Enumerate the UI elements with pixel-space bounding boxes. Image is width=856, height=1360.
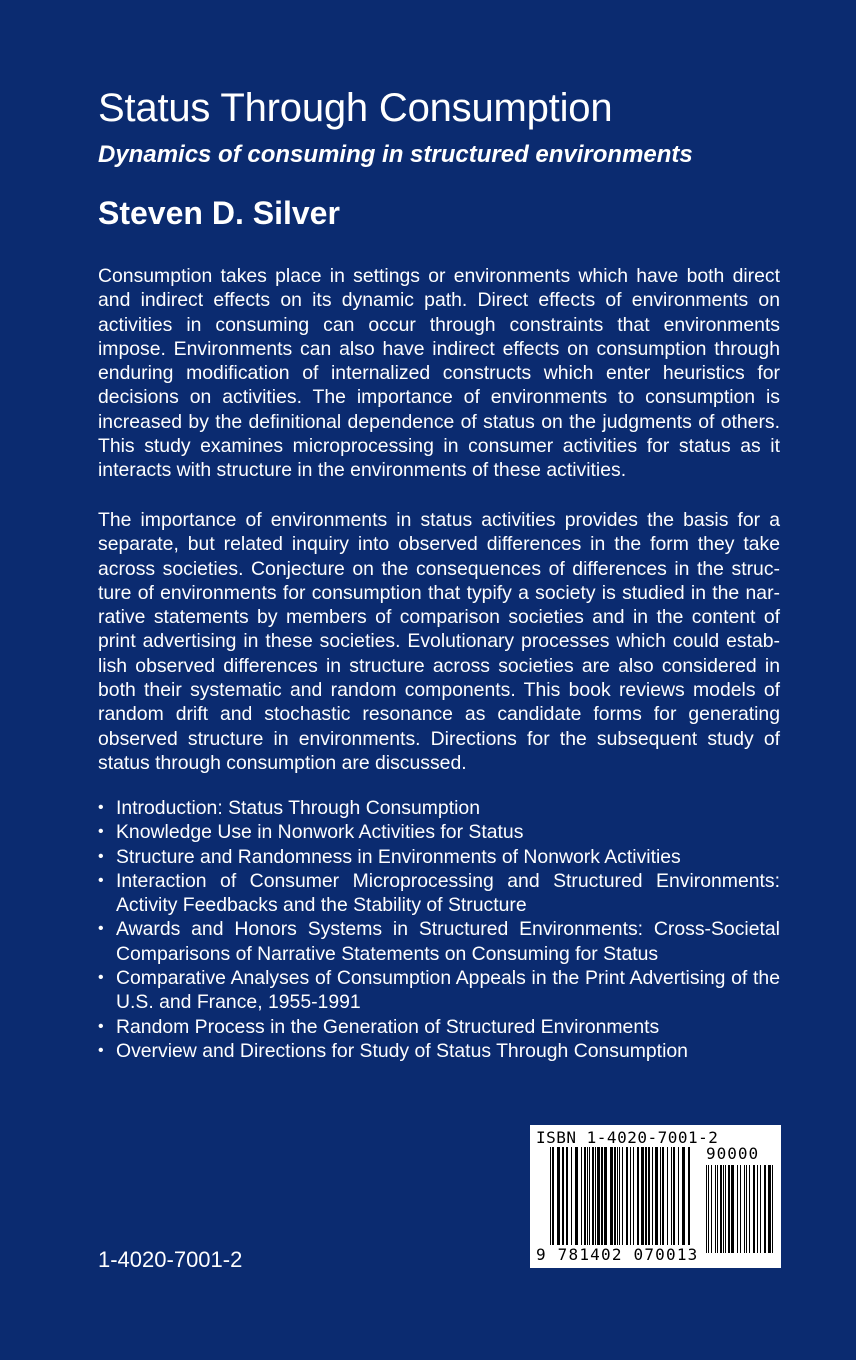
list-item bbox=[98, 1039, 780, 1063]
barcode-bar bbox=[746, 1165, 747, 1253]
barcode-bar bbox=[740, 1165, 741, 1253]
list-item bbox=[98, 820, 780, 844]
barcode-isbn-label: ISBN 1-4020-7001-2 bbox=[536, 1128, 719, 1147]
isbn-footer: 1-4020-7001-2 bbox=[98, 1247, 243, 1272]
barcode-bar bbox=[723, 1165, 724, 1253]
barcode-bar bbox=[667, 1147, 668, 1245]
list-item-text: Knowledge Use in Nonwork Activities for Status bbox=[116, 821, 524, 844]
barcode-bar bbox=[757, 1165, 758, 1253]
list-item bbox=[98, 917, 780, 966]
barcode-bar bbox=[562, 1147, 564, 1245]
barcode-bar bbox=[753, 1165, 755, 1253]
bullet-icon: • bbox=[98, 1041, 104, 1059]
barcode-bar bbox=[614, 1147, 616, 1245]
barcode-bar bbox=[592, 1147, 594, 1245]
barcode-bar bbox=[655, 1147, 658, 1245]
barcode-bar bbox=[597, 1147, 600, 1245]
barcode-bar bbox=[581, 1147, 582, 1245]
barcode-bar bbox=[715, 1165, 716, 1253]
barcode-bar bbox=[725, 1165, 726, 1253]
barcode-bar bbox=[622, 1147, 623, 1245]
barcode-bar bbox=[760, 1165, 761, 1253]
book-title: Status Through Consumption bbox=[98, 86, 613, 130]
barcode-bar bbox=[571, 1147, 572, 1245]
bullet-icon: • bbox=[98, 969, 104, 987]
list-item bbox=[98, 845, 780, 869]
description-paragraph-1: Consumption takes place in settings or environments which have both direct and indirect effects on its dynamic path. Direct effects of environments on activities in consuming can occur through constraints that environments impose. Environments can also have indirect effects on consumption through enduring modification of internalized constructs which enter heuristics for decisions on activities. The importance of environments to consumption is increased by the definitional dependence of status on the judgments of others. This study examines microprocessing in consumer activities for status as it interacts with structure in the environments of these activities. bbox=[98, 265, 780, 482]
barcode-bar bbox=[717, 1165, 718, 1253]
barcode-bar bbox=[595, 1147, 596, 1245]
barcode-bar bbox=[575, 1147, 578, 1245]
barcode-bar bbox=[673, 1147, 675, 1245]
barcode-bar bbox=[688, 1147, 690, 1245]
barcode-bar bbox=[728, 1165, 730, 1253]
list-item bbox=[98, 966, 780, 1015]
list-item-text: Interaction of Consumer Microprocessing and Structured Environments: Activity Feedbacks and the Stability of Structure bbox=[116, 869, 780, 917]
barcode-bar bbox=[645, 1147, 647, 1245]
list-item bbox=[98, 1015, 780, 1039]
barcode-bar bbox=[711, 1165, 712, 1253]
barcode-bar bbox=[744, 1165, 745, 1253]
list-item-text: Structure and Randomness in Environments of Nonwork Activities bbox=[116, 845, 681, 868]
list-item-text: Awards and Honors Systems in Structured Environments: Cross-Societal Comparisons of Narrative Statements on Consuming for Status bbox=[116, 918, 780, 965]
book-author: Steven D. Silver bbox=[98, 195, 340, 231]
bullet-icon: • bbox=[98, 920, 104, 938]
bullet-icon: • bbox=[98, 1017, 104, 1035]
barcode-bar bbox=[552, 1147, 554, 1245]
barcode-bar bbox=[749, 1165, 750, 1253]
barcode-bar bbox=[550, 1147, 551, 1245]
contents-list bbox=[98, 796, 780, 1063]
bullet-icon: • bbox=[98, 847, 104, 865]
barcode-bar bbox=[731, 1165, 734, 1253]
barcode-bar bbox=[619, 1147, 620, 1245]
barcode-bar bbox=[737, 1165, 738, 1253]
barcode-bar bbox=[662, 1147, 664, 1245]
list-item-text: Random Process in the Generation of Structured Environments bbox=[116, 1015, 660, 1038]
barcode-addon-number: 90000 bbox=[706, 1144, 760, 1163]
description-paragraph-2: The importance of environments in status activities provides the basis for a separate, but related inquiry into observed differences in the form they take across societies. Conjecture on the consequences of differences in the structure of environments for consumption that typify a society is studied in the narrative statements by members of comparison societies and in the content of print advertising in these societies. Evolutionary processes which could establish observed differences in structure across societies are also considered in both their systematic and random components. This book reviews models of random drift and stochastic resonance as candidate forms for generating observed structure in environments. Directions for the subsequent study of status through consumption are discussed. bbox=[98, 509, 780, 774]
barcode-bar bbox=[772, 1165, 773, 1253]
barcode-bar bbox=[720, 1165, 722, 1253]
bullet-icon: • bbox=[98, 799, 104, 816]
barcode-bar bbox=[633, 1147, 634, 1245]
barcode-bar bbox=[641, 1147, 644, 1245]
barcode bbox=[530, 1125, 781, 1268]
book-subtitle: Dynamics of consuming in structured environments bbox=[98, 141, 693, 168]
barcode-bar bbox=[566, 1147, 568, 1245]
barcode-bar bbox=[706, 1165, 707, 1253]
barcode-bar bbox=[708, 1165, 709, 1253]
barcode-bar bbox=[768, 1165, 771, 1253]
list-item bbox=[98, 869, 780, 918]
barcode-bar bbox=[764, 1165, 766, 1253]
barcode-bar bbox=[587, 1147, 588, 1245]
barcode-bar bbox=[557, 1147, 560, 1245]
list-item-text: Introduction: Status Through Consumption bbox=[116, 797, 480, 819]
bullet-icon: • bbox=[98, 871, 104, 889]
barcode-bar bbox=[617, 1147, 618, 1245]
barcode-bar bbox=[682, 1147, 685, 1245]
barcode-digits: 9 781402 070013 bbox=[536, 1245, 699, 1264]
barcode-bar bbox=[648, 1147, 650, 1245]
list-item bbox=[98, 796, 780, 820]
list-item-text: Comparative Analyses of Consumption Appeals in the Print Advertising of the U.S. and France, 1955-1991 bbox=[116, 967, 780, 1014]
bullet-icon: • bbox=[98, 823, 104, 841]
barcode-bar bbox=[637, 1147, 639, 1245]
list-item-text: Overview and Directions for Study of Status Through Consumption bbox=[116, 1039, 688, 1062]
barcode-bar bbox=[671, 1147, 672, 1245]
barcode-bar bbox=[604, 1147, 607, 1245]
barcode-bar bbox=[601, 1147, 603, 1245]
barcode-bar bbox=[652, 1147, 653, 1245]
barcode-bar bbox=[584, 1147, 586, 1245]
barcode-bar bbox=[626, 1147, 628, 1245]
barcode-bar bbox=[589, 1147, 590, 1245]
barcode-bar bbox=[660, 1147, 661, 1245]
barcode-bar bbox=[678, 1147, 679, 1245]
barcode-bar bbox=[610, 1147, 613, 1245]
barcode-bar bbox=[630, 1147, 631, 1245]
